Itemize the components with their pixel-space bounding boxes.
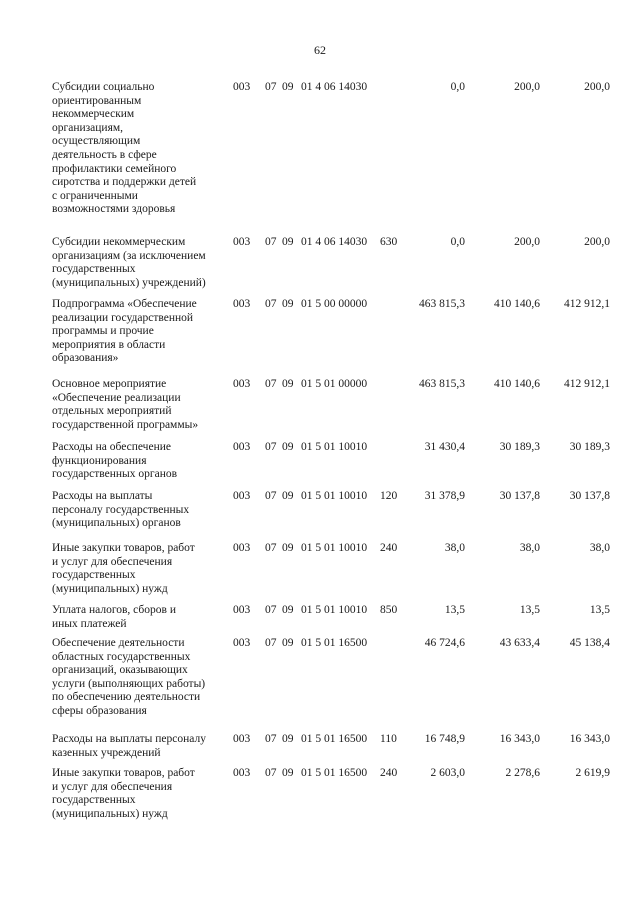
row-name-line: деятельность в сфере bbox=[52, 148, 157, 161]
row-name-line: государственных bbox=[52, 794, 136, 807]
amount-year-2: 200,0 bbox=[514, 81, 540, 93]
amount-year-3: 30 189,3 bbox=[569, 441, 610, 453]
row-name-line: «Обеспечение реализации bbox=[52, 391, 181, 404]
amount-year-2: 200,0 bbox=[514, 236, 540, 248]
amount-year-2: 30 189,3 bbox=[499, 441, 540, 453]
ved-code: 003 bbox=[233, 767, 251, 779]
amount-year-1: 13,5 bbox=[444, 604, 465, 616]
target-article-code: 01 5 01 16500 bbox=[301, 733, 368, 745]
amount-year-1: 2 603,0 bbox=[430, 767, 465, 779]
target-article-code: 01 5 01 00000 bbox=[301, 378, 368, 390]
row-name-line: сферы образования bbox=[52, 704, 147, 717]
section-code: 07 bbox=[265, 767, 277, 779]
row-name-line: (муниципальных) нужд bbox=[52, 582, 168, 595]
row-name-line: Иные закупки товаров, работ bbox=[52, 767, 195, 779]
row-name-line: реализации государственной bbox=[52, 311, 194, 324]
subsection-code: 09 bbox=[282, 490, 294, 502]
row-name-line: по обеспечению деятельности bbox=[52, 691, 201, 704]
amount-year-3: 412 912,1 bbox=[564, 298, 610, 310]
row-name-line: услуги (выполняющих работы) bbox=[52, 677, 206, 690]
row-name-line: профилактики семейного bbox=[52, 162, 177, 175]
amount-year-1: 0,0 bbox=[450, 236, 465, 248]
amount-year-1: 0,0 bbox=[450, 81, 465, 93]
row-name-line: (муниципальных) органов bbox=[52, 517, 181, 530]
row-name-line: организациям (за исключением bbox=[52, 249, 206, 262]
row-name bbox=[52, 637, 237, 719]
expense-type-code: 240 bbox=[380, 542, 398, 554]
ved-code: 003 bbox=[233, 604, 251, 616]
amount-year-3: 200,0 bbox=[584, 236, 610, 248]
subsection-code: 09 bbox=[282, 298, 294, 310]
target-article-code: 01 5 01 10010 bbox=[301, 542, 368, 554]
ved-code: 003 bbox=[233, 733, 251, 745]
section-code: 07 bbox=[265, 378, 277, 390]
target-article-code: 01 5 01 16500 bbox=[301, 767, 368, 779]
amount-year-2: 13,5 bbox=[519, 604, 540, 616]
row-name-line: (муниципальных) нужд bbox=[52, 807, 168, 820]
row-name-line: казенных учреждений bbox=[52, 746, 161, 759]
row-name bbox=[52, 767, 237, 821]
row-name-line: с ограниченными bbox=[52, 189, 138, 202]
row-name-line: Субсидии некоммерческим bbox=[52, 236, 186, 248]
section-code: 07 bbox=[265, 236, 277, 248]
amount-year-1: 463 815,3 bbox=[419, 378, 465, 390]
row-name-line: мероприятия в области bbox=[52, 338, 166, 351]
row-name bbox=[52, 441, 237, 482]
amount-year-1: 31 430,4 bbox=[424, 441, 465, 453]
target-article-code: 01 5 01 10010 bbox=[301, 490, 368, 502]
row-name-line: отдельных мероприятий bbox=[52, 405, 172, 418]
ved-code: 003 bbox=[233, 637, 251, 649]
amount-year-2: 43 633,4 bbox=[499, 637, 540, 649]
subsection-code: 09 bbox=[282, 733, 294, 745]
subsection-code: 09 bbox=[282, 637, 294, 649]
row-name bbox=[52, 733, 237, 760]
row-name-line: государственных bbox=[52, 569, 136, 582]
amount-year-3: 2 619,9 bbox=[575, 767, 610, 779]
row-name-line: программы и прочие bbox=[52, 325, 154, 338]
row-name bbox=[52, 490, 237, 531]
amount-year-2: 30 137,8 bbox=[499, 490, 540, 502]
amount-year-1: 463 815,3 bbox=[419, 298, 465, 310]
row-name-line: ориентированным bbox=[52, 94, 142, 107]
section-code: 07 bbox=[265, 490, 277, 502]
row-name-line: персоналу государственных bbox=[52, 503, 190, 516]
ved-code: 003 bbox=[233, 441, 251, 453]
amount-year-1: 46 724,6 bbox=[424, 637, 465, 649]
row-name-line: Расходы на выплаты персоналу bbox=[52, 733, 206, 745]
row-name bbox=[52, 81, 237, 217]
row-name-line: Подпрограмма «Обеспечение bbox=[52, 298, 197, 310]
row-name bbox=[52, 298, 237, 366]
expense-type-code: 120 bbox=[380, 490, 398, 502]
row-name-line: государственных органов bbox=[52, 468, 178, 481]
row-name bbox=[52, 236, 237, 290]
amount-year-3: 38,0 bbox=[589, 542, 610, 554]
row-name-line: и услуг для обеспечения bbox=[52, 555, 173, 568]
ved-code: 003 bbox=[233, 490, 251, 502]
target-article-code: 01 4 06 14030 bbox=[301, 81, 368, 93]
expense-type-code: 110 bbox=[380, 733, 397, 745]
target-article-code: 01 4 06 14030 bbox=[301, 236, 368, 248]
target-article-code: 01 5 00 00000 bbox=[301, 298, 368, 310]
expense-type-code: 630 bbox=[380, 236, 398, 248]
row-name bbox=[52, 378, 237, 432]
ved-code: 003 bbox=[233, 81, 251, 93]
section-code: 07 bbox=[265, 542, 277, 554]
row-name-line: организациям, bbox=[52, 121, 124, 134]
amount-year-1: 38,0 bbox=[444, 542, 465, 554]
row-name-line: государственной программы» bbox=[52, 418, 199, 431]
ved-code: 003 bbox=[233, 236, 251, 248]
row-name-line: сиротства и поддержки детей bbox=[52, 176, 197, 189]
amount-year-3: 412 912,1 bbox=[564, 378, 610, 390]
row-name-line: Обеспечение деятельности bbox=[52, 637, 185, 649]
amount-year-2: 38,0 bbox=[519, 542, 540, 554]
amount-year-3: 16 343,0 bbox=[569, 733, 610, 745]
amount-year-2: 410 140,6 bbox=[494, 378, 540, 390]
subsection-code: 09 bbox=[282, 81, 294, 93]
expense-type-code: 850 bbox=[380, 604, 398, 616]
subsection-code: 09 bbox=[282, 542, 294, 554]
subsection-code: 09 bbox=[282, 441, 294, 453]
row-name-line: функционирования bbox=[52, 454, 147, 467]
amount-year-3: 200,0 bbox=[584, 81, 610, 93]
subsection-code: 09 bbox=[282, 767, 294, 779]
row-name bbox=[52, 542, 237, 596]
section-code: 07 bbox=[265, 733, 277, 745]
page-number: 62 bbox=[314, 43, 326, 57]
subsection-code: 09 bbox=[282, 378, 294, 390]
row-name-line: Уплата налогов, сборов и bbox=[52, 604, 176, 616]
amount-year-3: 13,5 bbox=[589, 604, 610, 616]
row-name bbox=[52, 604, 237, 631]
amount-year-2: 2 278,6 bbox=[505, 767, 540, 779]
row-name-line: образования» bbox=[52, 352, 119, 365]
amount-year-3: 45 138,4 bbox=[569, 637, 610, 649]
ved-code: 003 bbox=[233, 298, 251, 310]
section-code: 07 bbox=[265, 637, 277, 649]
row-name-line: областных государственных bbox=[52, 650, 191, 663]
subsection-code: 09 bbox=[282, 236, 294, 248]
subsection-code: 09 bbox=[282, 604, 294, 616]
section-code: 07 bbox=[265, 81, 277, 93]
row-name-line: осуществляющим bbox=[52, 135, 141, 148]
section-code: 07 bbox=[265, 441, 277, 453]
ved-code: 003 bbox=[233, 378, 251, 390]
section-code: 07 bbox=[265, 298, 277, 310]
row-name-line: Основное мероприятие bbox=[52, 378, 167, 390]
amount-year-2: 16 343,0 bbox=[499, 733, 540, 745]
row-name-line: Субсидии социально bbox=[52, 81, 155, 93]
target-article-code: 01 5 01 10010 bbox=[301, 441, 368, 453]
row-name-line: возможностями здоровья bbox=[52, 203, 176, 216]
ved-code: 003 bbox=[233, 542, 251, 554]
row-name-line: иных платежей bbox=[52, 617, 127, 630]
row-name-line: Иные закупки товаров, работ bbox=[52, 542, 195, 554]
amount-year-1: 31 378,9 bbox=[424, 490, 465, 502]
amount-year-1: 16 748,9 bbox=[424, 733, 465, 745]
section-code: 07 bbox=[265, 604, 277, 616]
row-name-line: Расходы на выплаты bbox=[52, 490, 153, 502]
amount-year-3: 30 137,8 bbox=[569, 490, 610, 502]
row-name-line: государственных bbox=[52, 263, 136, 276]
expense-type-code: 240 bbox=[380, 767, 398, 779]
target-article-code: 01 5 01 16500 bbox=[301, 637, 368, 649]
row-name-line: (муниципальных) учреждений) bbox=[52, 276, 206, 289]
row-name-line: организаций, оказывающих bbox=[52, 664, 188, 677]
row-name-line: и услуг для обеспечения bbox=[52, 780, 173, 793]
row-name-line: некоммерческим bbox=[52, 108, 135, 121]
target-article-code: 01 5 01 10010 bbox=[301, 604, 368, 616]
amount-year-2: 410 140,6 bbox=[494, 298, 540, 310]
row-name-line: Расходы на обеспечение bbox=[52, 441, 171, 453]
